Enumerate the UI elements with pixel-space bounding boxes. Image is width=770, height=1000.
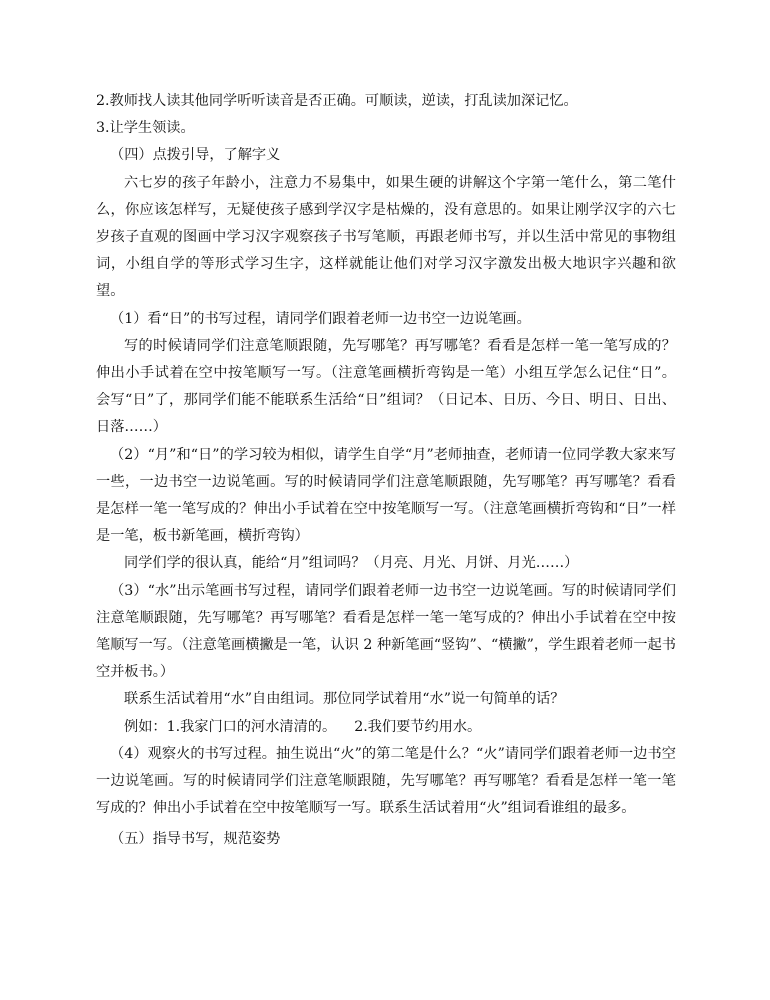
document-page — [96, 88, 731, 854]
paragraph-item-3: （3）“水”出示笔画书写过程，请同学们跟着老师一边书空一边说笔画。写的时候请同学们注意笔顺跟随，先写哪笔？再写哪笔？看看是怎样一笔一笔写成的？伸出小手试着在空中按笔顺写一写。（注意笔画横撇是一笔，认识 2 种新笔画“竖钩”、“横撇”，学生跟着老师一起书空并板书。） — [96, 582, 676, 681]
paragraph-item-2-words: 同学们学的很认真，能给“月”组词吗？（月亮、月光、月饼、月光……） — [124, 555, 579, 572]
paragraph-item-3-words: 联系生活试着用“水”自由组词。那位同学试着用“水”说一句简单的话？ — [124, 691, 565, 708]
paragraph-item-1-detail: 写的时候请同学们注意笔顺跟随，先写哪笔？再写哪笔？看看是怎样一笔一笔写成的？伸出小手试着在空中按笔顺写一写。（注意笔画横折弯钩是一笔）小组互学怎么记住“日”。 会写“日”了，那同学们能不能联系生活给“日”组词？（日记本、日历、今日、明日、日出、日落……） — [96, 337, 731, 436]
paragraph-step-2: 2.教师找人读其他同学听听读音是否正确。可顺读，逆读，打乱读加深记忆。 — [96, 93, 578, 109]
section-heading-4: （四）点拨引导，了解字义 — [110, 147, 281, 164]
paragraph-intro: 六七岁的孩子年龄小，注意力不易集中，如果生硬的讲解这个字第一笔什么，第二笔什么，你应该怎样写，无疑使孩子感到学汉字是枯燥的，没有意思的。如果让刚学汉字的六七岁孩子直观的图画中学习汉字观察孩子书写笔顺，再跟老师书写，并以生活中常见的事物组词，小组自学的等形式学习生字，这样就能让他们对学习汉字激发出极大地识字兴趣和欲望。 — [96, 174, 676, 300]
paragraph-item-2: （2）“月”和“日”的学习较为相似，请学生自学“月”老师抽查，老师请一位同学教大家来写一些，一边书空一边说笔画。写的时候请同学们注意笔顺跟随，先写哪笔？再写哪笔？看看是怎样一笔一笔写成的？伸出小手试着在空中按笔顺写一写。（注意笔画横折弯钩和“日”一样是一笔，板书新笔画，横折弯钩） — [96, 446, 676, 545]
paragraph-item-4: （4）观察火的书写过程。抽生说出“火”的第二笔是什么？“火”请同学们跟着老师一边书空一边说笔画。写的时候请同学们注意笔顺跟随，先写哪笔？再写哪笔？看看是怎样一笔一笔写成的？伸出小手试着在空中按笔顺写一写。联系生活试着用“火”组词看谁组的最多。 — [96, 745, 676, 817]
paragraph-item-3-examples: 例如：1.我家门口的河水清清的。 2.我们要节约用水。 — [124, 718, 482, 735]
paragraph-step-3: 3.让学生领读。 — [96, 120, 195, 137]
paragraph-item-1: （1）看“日”的书写过程，请同学们跟着老师一边书空一边说笔画。 — [110, 310, 531, 327]
section-heading-5: （五）指导书写，规范姿势 — [110, 831, 281, 848]
